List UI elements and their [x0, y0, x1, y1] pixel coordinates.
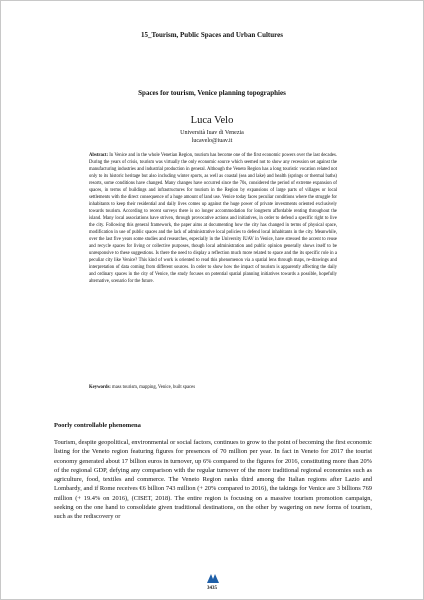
keywords-text: mass tourism, mapping, Venice, built spaces: [112, 385, 196, 390]
abstract-label: Abstract:: [89, 153, 109, 158]
paper-title: Spaces for tourism, Venice planning topographies: [138, 89, 286, 97]
page-number: 3435: [207, 586, 217, 591]
conference-logo-icon: [205, 571, 221, 585]
affiliation: Università Iuav di Venezia: [180, 130, 244, 136]
body-paragraph: Tourism, despite geopolitical, environmental or social factors, continues to grow to the point of becoming the first economic listing for the Veneto region featuring figures for presences of 70 million per year. In fact in Veneto for 2017 the tourist economy generated about 17 billion euros in turnover, up 6% compared to the figures for 2016, constituting more than 20% of the regional GDP, defying any comparison with the regular turnover of the more traditional regional economies such as agriculture, food, textiles and commerce. The Veneto Region ranks third among the Italian regions after Lazio and Lombardy, and if Rome receives €6 billion 743 million (+ 20% compared to 2016), the takings for Venice are 3 billions 769 million (+ 19.4% on 2016), (CISET, 2018). The entire region is focusing on a massive tourism promotion campaign, seeking on the one hand to consolidate given traditional destinations, on the other by wagering on new forms of tourism, such as the rediscovery or: [54, 439, 372, 521]
abstract-text: In Venice and in the whole Venetian Region, tourism has become one of the first economic powers over the last decades. During the years of crisis, tourism was virtually the only economic source which seemed not to show any recession set against the manufacturing industries and industrial production in general. Although the Veneto Region has a long touristic vocation related not only to its historic heritage but also including winter sports, as well as coastal (sea and lake) and health (springs or thermal baths) resorts, some conditions have changed. Many changes have occurred since the 70s, considered the period of extreme expansion of spaces, in terms of buildings and infrastructures for tourism in the Region by expansions of large parts of villages or local settlements with the direct consequence of a huge amount of land use. Venice today faces peculiar conditions where the struggle for inhabitants to keep their residential and daily lives comes up against the huge power of private investments oriented exclusively towards tourism. According to recent surveys there is no longer accommodation for longterm affordable renting throughout the island. Many local associations have striven, through provocative actions and initiatives, in order to defend a specific right to live the city. Following this general framework, the paper aims at documenting how the city has changed in terms of physical space, modification in use of public spaces and the lack of administrative local policies to defend local inhabitants in the city. Meanwhile, over the last five years some studies and researches, especially in the University IUAV in Venice, have stressed the accent to reuse and recycle spaces for living or collective purposes, though local administration and public opinion generally shows itself to be unresponsive to these suggestions. Is there the need to display a reflection much more related to space and the its specific role in a peculiar city like Venice? This kind of work is oriented to read this phenomenon via a spatial lens through maps, re-drawings and interpretation of data coming from different sources. In order to show how the impact of tourism is apparently affecting the daily and ordinary spaces in the city of Venice, the study focuses on potential spatial planning initiatives towards a possible, hopefully alternative, scenario for the future.: [89, 153, 338, 284]
section-title: 15_Tourism, Public Spaces and Urban Cultures: [141, 31, 283, 39]
author-name: Luca Velo: [190, 115, 234, 126]
author-email: lucavelo@iuav.it: [191, 137, 233, 144]
keywords-label: Keywords:: [89, 385, 111, 390]
author-affiliation-block: [1, 130, 423, 145]
abstract: [89, 152, 337, 285]
keywords: [89, 384, 337, 391]
section-heading: Poorly controllable phenomena: [54, 422, 141, 429]
